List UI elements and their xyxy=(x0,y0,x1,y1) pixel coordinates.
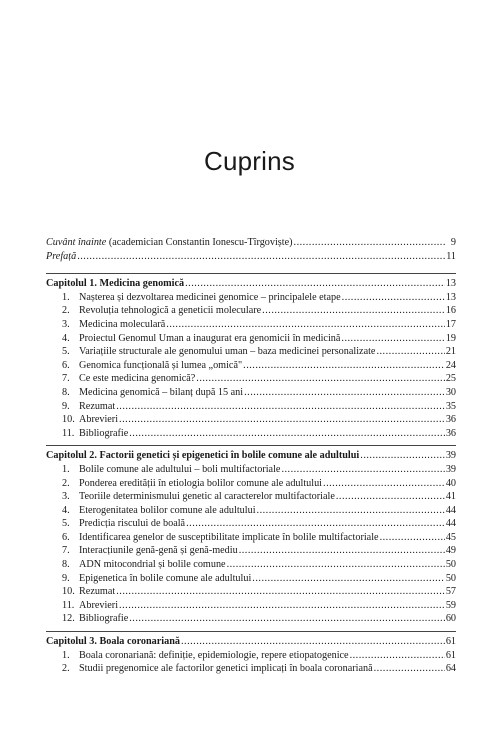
toc-entry[interactable] xyxy=(46,599,456,613)
dot-leader xyxy=(119,599,445,613)
toc-entry[interactable] xyxy=(46,504,456,518)
toc-entry[interactable] xyxy=(46,477,456,491)
entry-label: Identificarea genelor de susceptibilitate implicate în bolile multifactoriale xyxy=(79,531,379,543)
entry-label: Revoluția tehnologică a geneticii moleculare xyxy=(79,305,262,317)
dot-leader xyxy=(360,449,445,463)
toc-entry[interactable] xyxy=(46,490,456,504)
entry-label: Studii pregenomice ale factorilor genetici implicați în boala coronariană xyxy=(79,663,373,675)
entry-number: 9. xyxy=(62,572,70,584)
entry-label: Genomica funcțională și lumea „omică" xyxy=(79,359,243,371)
dot-leader xyxy=(350,649,445,663)
toc-entry[interactable] xyxy=(46,359,456,373)
entry-number: 4. xyxy=(62,332,70,344)
entry-number: 12. xyxy=(62,613,75,625)
entry-label xyxy=(46,236,293,250)
entry-label: Nașterea și dezvoltarea medicinei genomice – principalele etape xyxy=(79,291,341,303)
dot-leader xyxy=(262,304,445,318)
entry-label: Ponderea eredității în etiologia bolilor comune ale adultului xyxy=(79,477,323,489)
entry-number: 2. xyxy=(62,477,70,489)
page-number: 13 xyxy=(445,278,456,290)
toc-entry[interactable] xyxy=(46,291,456,305)
toc-entry[interactable] xyxy=(46,400,456,414)
dot-leader xyxy=(257,504,445,518)
entry-number: 7. xyxy=(62,373,70,385)
toc-entry[interactable] xyxy=(46,332,456,346)
page-number: 45 xyxy=(445,531,456,543)
chapter-divider xyxy=(46,631,456,632)
page-number: 17 xyxy=(445,318,456,330)
dot-leader xyxy=(252,572,445,586)
front-matter xyxy=(46,236,456,263)
dot-leader xyxy=(166,318,445,332)
page-number: 25 xyxy=(445,373,456,385)
entry-number: 8. xyxy=(62,559,70,571)
entry-label: Epigenetica în bolile comune ale adultului xyxy=(79,572,252,584)
entry-number: 3. xyxy=(62,318,70,330)
page-number: 61 xyxy=(445,636,456,648)
toc-entry[interactable] xyxy=(46,304,456,318)
entry-number: 7. xyxy=(62,545,70,557)
toc-entry[interactable] xyxy=(46,463,456,477)
dot-leader xyxy=(323,477,445,491)
toc-entry[interactable] xyxy=(46,612,456,626)
entry-label-italic: Cuvânt înainte xyxy=(46,237,107,248)
entry-number: 6. xyxy=(62,359,70,371)
chapter-title: Capitolul 3. Boala coronariană xyxy=(46,636,180,648)
page-number: 61 xyxy=(445,649,456,661)
dot-leader xyxy=(336,490,445,504)
page-number: 41 xyxy=(445,491,456,503)
entry-number: 1. xyxy=(62,649,70,661)
entry-label: Abrevieri xyxy=(79,599,119,611)
entry-number: 11. xyxy=(62,599,75,611)
entry-label: Eterogenitatea bolilor comune ale adultului xyxy=(79,504,256,516)
page-number: 13 xyxy=(445,291,456,303)
dot-leader xyxy=(119,413,445,427)
toc-entry[interactable] xyxy=(46,662,456,676)
entry-number: 1. xyxy=(62,463,70,475)
chapter-divider xyxy=(46,273,456,274)
chapter-heading[interactable] xyxy=(46,449,456,463)
dot-leader xyxy=(380,531,445,545)
entry-label: Boala coronariană: definiție, epidemiologie, repere etiopatogenice xyxy=(79,649,349,661)
page-number: 40 xyxy=(445,477,456,489)
dot-leader xyxy=(196,372,445,386)
dot-leader xyxy=(281,463,444,477)
entry-number: 11. xyxy=(62,427,75,439)
entry-number: 6. xyxy=(62,531,70,543)
chapter-section xyxy=(46,273,456,440)
page-title: Cuprins xyxy=(204,146,295,176)
chapter-divider xyxy=(46,445,456,446)
toc-entry[interactable] xyxy=(46,413,456,427)
page-number: 24 xyxy=(445,359,456,371)
page-number: 19 xyxy=(445,332,456,344)
page-number: 35 xyxy=(445,400,456,412)
toc-entry[interactable] xyxy=(46,372,456,386)
chapter-heading[interactable] xyxy=(46,635,456,649)
entry-label: ADN mitocondrial și bolile comune xyxy=(79,559,226,571)
entry-label: Rezumat xyxy=(79,400,116,412)
entry-number: 3. xyxy=(62,491,70,503)
entry-label: Medicina moleculară xyxy=(79,318,166,330)
entry-number: 4. xyxy=(62,504,70,516)
entry-number: 2. xyxy=(62,663,70,675)
page-number: 9 xyxy=(450,237,456,248)
page-number: 39 xyxy=(445,450,456,462)
dot-leader xyxy=(294,236,445,250)
toc-entry[interactable] xyxy=(46,386,456,400)
entry-number: 8. xyxy=(62,386,70,398)
chapter-heading[interactable] xyxy=(46,277,456,291)
entry-label xyxy=(46,250,76,264)
dot-leader xyxy=(181,635,445,649)
entry-number: 2. xyxy=(62,305,70,317)
page-number: 50 xyxy=(445,572,456,584)
entry-label: Abrevieri xyxy=(79,414,119,426)
entry-label: Bolile comune ale adultului – boli multifactoriale xyxy=(79,463,281,475)
page-number: 49 xyxy=(445,545,456,557)
dot-leader xyxy=(342,291,445,305)
entry-label: Variațiile structurale ale genomului uman – baza medicinei personalizate xyxy=(79,346,376,358)
toc-entry[interactable] xyxy=(46,558,456,572)
entry-label: Rezumat xyxy=(79,586,116,598)
entry-label: Predicția riscului de boală xyxy=(79,518,186,530)
page-number: 16 xyxy=(445,305,456,317)
toc-entry[interactable] xyxy=(46,585,456,599)
dot-leader xyxy=(116,585,445,599)
page-number: 44 xyxy=(445,504,456,516)
entry-number: 5. xyxy=(62,518,70,530)
page-number: 50 xyxy=(445,559,456,571)
dot-leader xyxy=(77,250,445,264)
entry-number: 5. xyxy=(62,346,70,358)
table-of-contents xyxy=(46,236,456,676)
entry-label: Medicina genomică – bilanț după 15 ani xyxy=(79,386,244,398)
page-number: 36 xyxy=(445,427,456,439)
chapter-title: Capitolul 2. Factorii genetici și epigenetici în bolile comune ale adultului xyxy=(46,450,360,462)
dot-leader xyxy=(244,386,445,400)
toc-entry[interactable] xyxy=(46,318,456,332)
toc-entry[interactable] xyxy=(46,531,456,545)
page-number: 44 xyxy=(445,518,456,530)
dot-leader xyxy=(243,359,445,373)
page-number: 36 xyxy=(445,414,456,426)
toc-entry-foreword[interactable] xyxy=(46,236,456,250)
dot-leader xyxy=(341,332,444,346)
page-number: 21 xyxy=(445,346,456,358)
dot-leader xyxy=(129,427,445,441)
dot-leader xyxy=(185,277,445,291)
toc-entry[interactable] xyxy=(46,345,456,359)
entry-label: Bibliografie xyxy=(79,613,129,625)
chapter-section xyxy=(46,445,456,626)
toc-entry[interactable] xyxy=(46,544,456,558)
page-number: 60 xyxy=(445,613,456,625)
entry-label: Bibliografie xyxy=(79,427,129,439)
page-number: 64 xyxy=(445,663,456,675)
page-number: 30 xyxy=(445,386,456,398)
dot-leader xyxy=(116,400,445,414)
page-number: 11 xyxy=(446,250,456,262)
entry-label: Interacțiunile genă-genă și genă-mediu xyxy=(79,545,238,557)
toc-entry-preface[interactable] xyxy=(46,250,456,264)
page-number: 39 xyxy=(445,463,456,475)
page-number: 57 xyxy=(445,586,456,598)
toc-entry[interactable] xyxy=(46,427,456,441)
toc-entry[interactable] xyxy=(46,517,456,531)
entry-label-italic: Prefață xyxy=(46,250,77,262)
entry-label: Teoriile determinismului genetic al caracterelor multifactoriale xyxy=(79,491,335,503)
entry-number: 10. xyxy=(62,414,75,426)
chapter-title: Capitolul 1. Medicina genomică xyxy=(46,278,185,290)
entry-label: Ce este medicina genomică? xyxy=(79,373,196,385)
toc-entry[interactable] xyxy=(46,572,456,586)
dot-leader xyxy=(129,612,445,626)
dot-leader xyxy=(186,517,445,531)
toc-entry[interactable] xyxy=(46,649,456,663)
page-number: 59 xyxy=(445,599,456,611)
entry-number: 10. xyxy=(62,586,75,598)
entry-label: Proiectul Genomul Uman a inaugurat era genomicii în medicină xyxy=(79,332,341,344)
dot-leader xyxy=(376,345,444,359)
entry-number: 9. xyxy=(62,400,70,412)
dot-leader xyxy=(227,558,445,572)
dot-leader xyxy=(239,544,445,558)
chapter-section xyxy=(46,631,456,676)
entry-label-rest: (academician Constantin Ionescu-Tîrgoviște) xyxy=(106,237,293,248)
entry-number: 1. xyxy=(62,291,70,303)
dot-leader xyxy=(374,662,445,676)
